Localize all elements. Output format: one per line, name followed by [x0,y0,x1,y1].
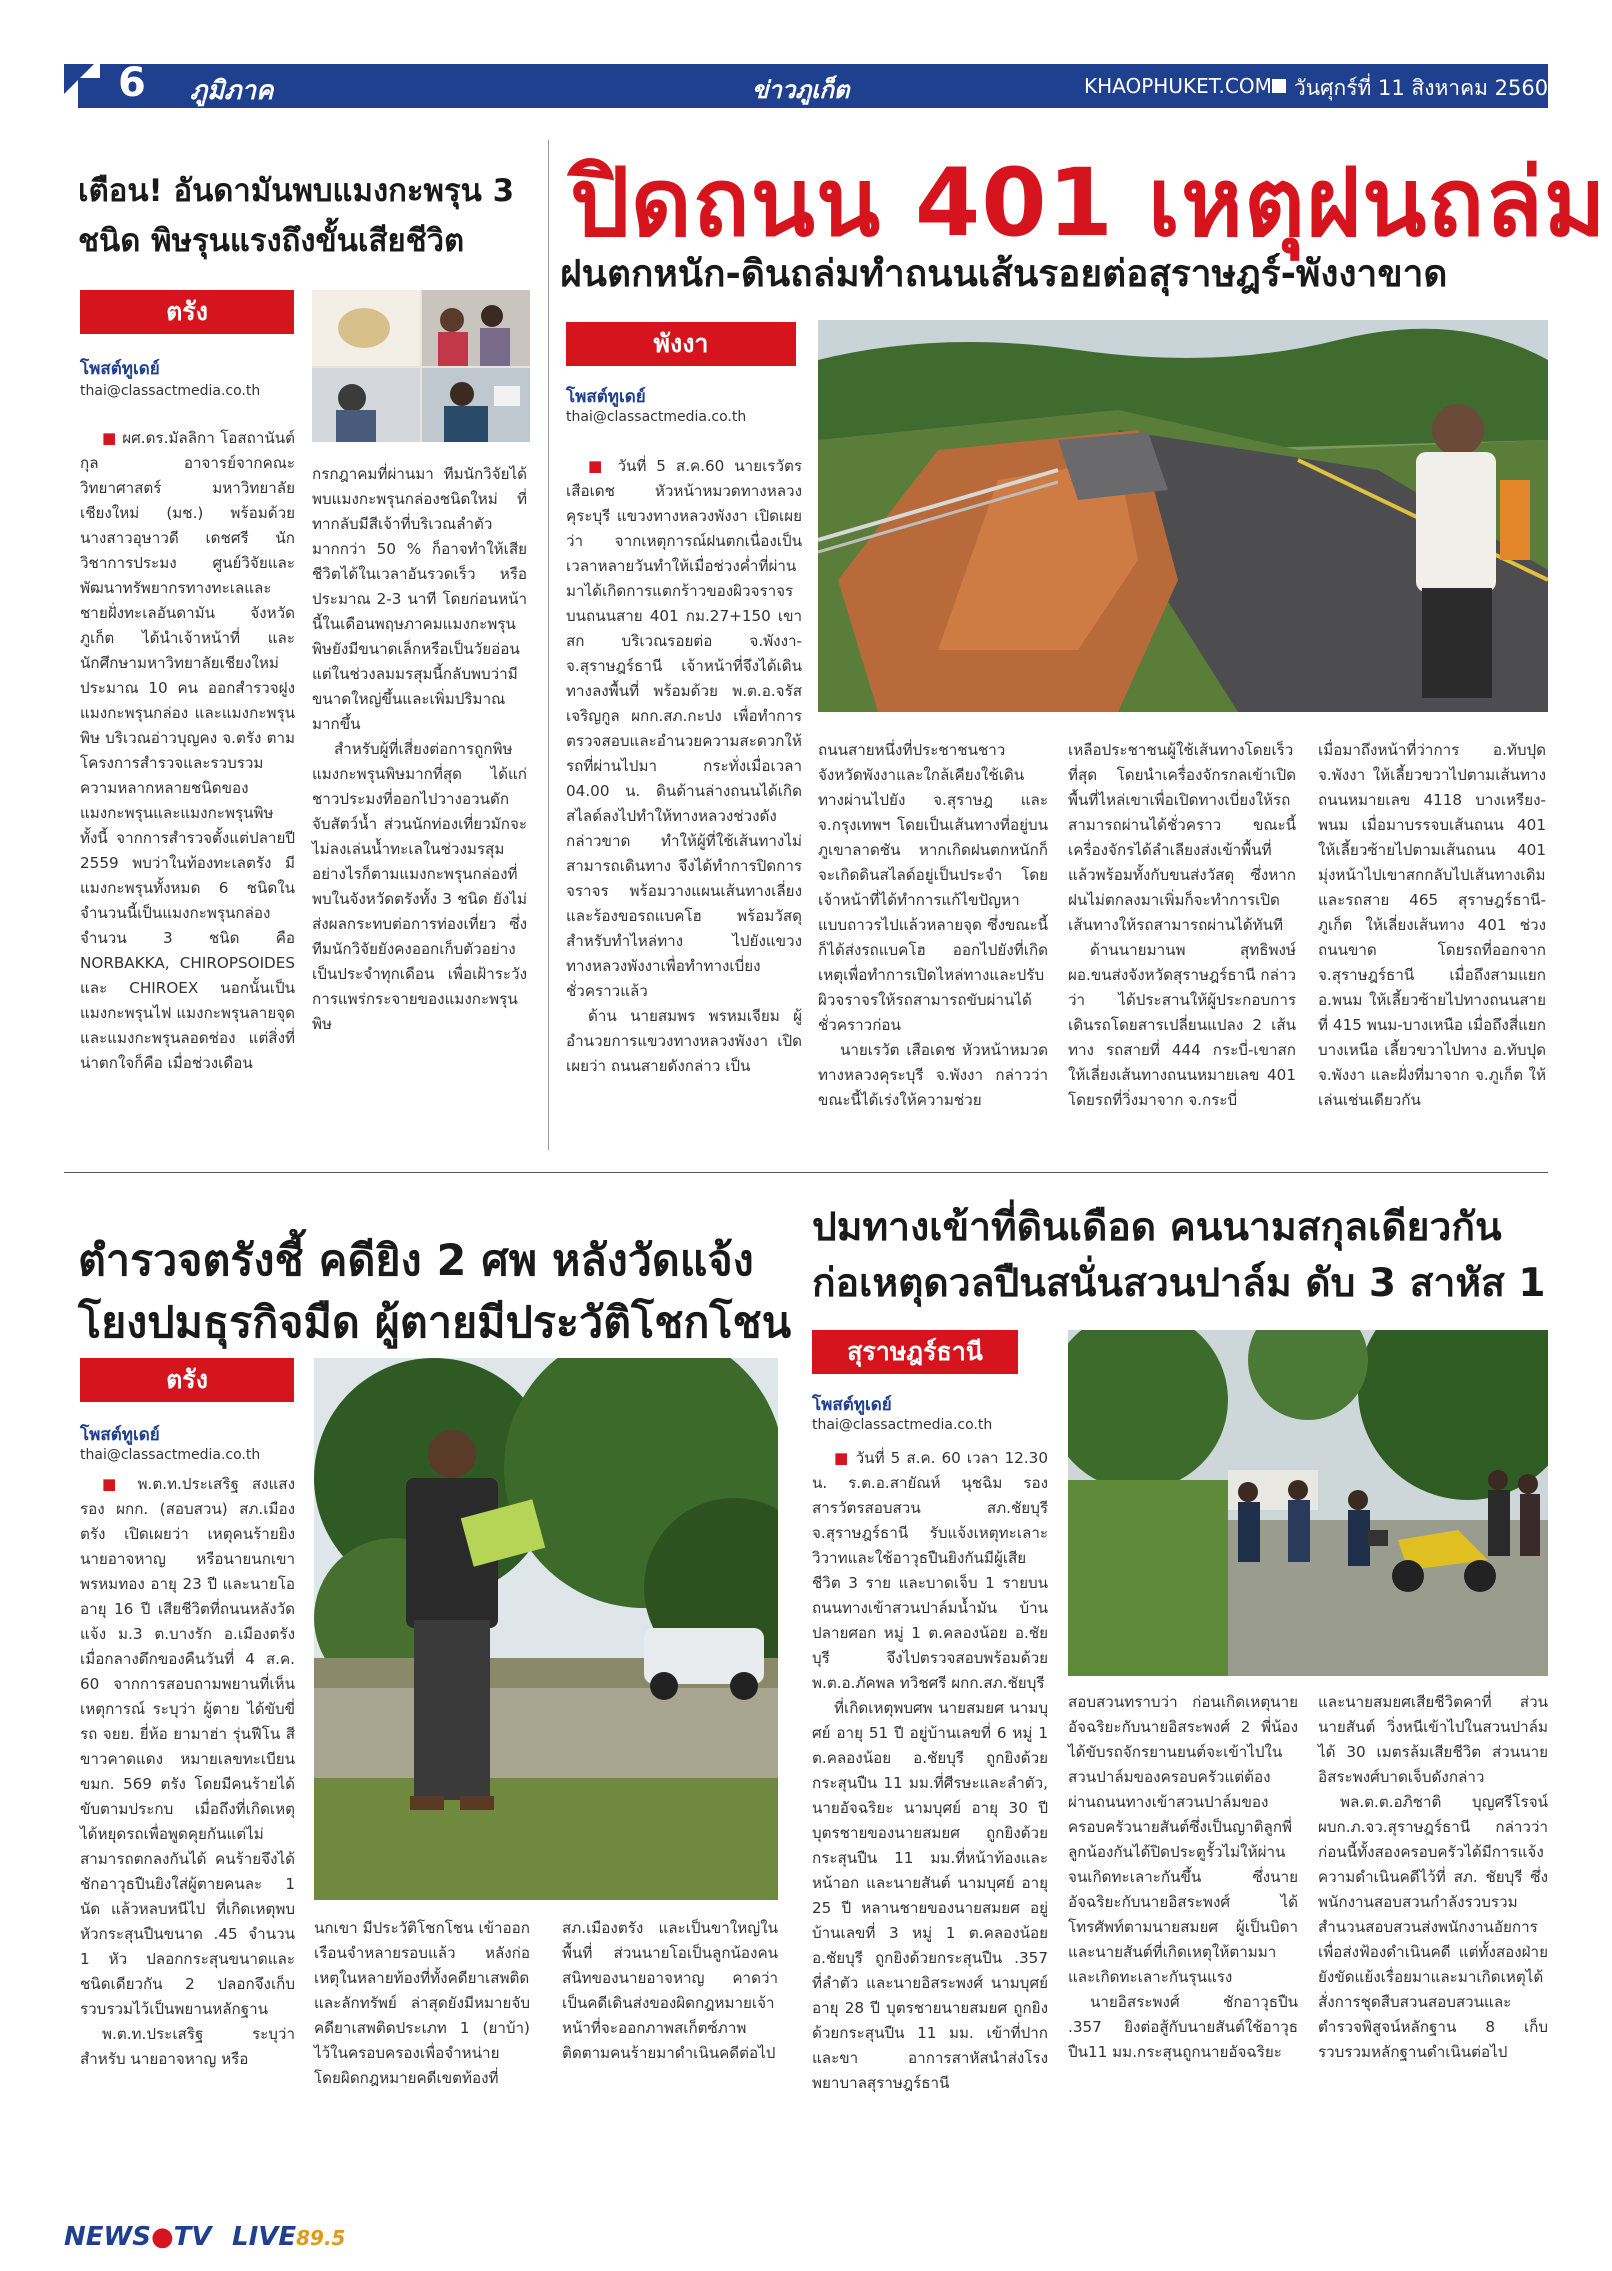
header-corner-stripe [78,78,100,108]
story2-col2 [818,738,1048,1113]
footer-news-text: NEWS [64,2222,151,2252]
bullet-square-icon: ■ [102,429,123,447]
footer-live-logo [232,2222,345,2252]
story2-location-tag: พังงา [566,322,796,366]
story3-location-tag: ตรัง [80,1358,294,1402]
column-divider [548,140,549,1150]
story1-byline: โพสต์ทูเดย์ [80,359,160,379]
story4-col1b: ที่เกิดเหตุพบศพ นายสมยศ นามบุศย์ อายุ 51 ปี อยู่บ้านเลขที่ 6 หมู่ 1 ต.คลองน้อย อ.ชัยบุรี ถูกยิงด้วยกระสุนปืน 11 มม.ที่ศีรษะและลำตัว, นายอัจฉริยะ นามบุศย์ อายุ 30 ปี บุตรชายของนายสมยศ ถูกยิงด้วยกระสุนปืน 11 มม.ที่หน้าท้องและหน้าอก และนายสันต์ นามบุศย์ อายุ 25 ปี หลานชายของนายสมยศ อยู่บ้านเลขที่ 3 หมู่ 1 ต.คลองน้อย อ.ชัยบุรี ถูกยิงด้วยกระสุนปืน .357 ที่ลำตัว และนายอิสระพงศ์ นามบุศย์ อายุ 28 ปี บุตรชายนายสมยศ ถูกยิงด้วยกระสุนปืน 11 มม. เข้าที่ปากและขา อาการสาหัสนำส่งโรงพยาบาลสุราษฎร์ธานี [812,1699,1048,2092]
site-url: KHAOPHUKET.COM [1084,74,1272,98]
story3-col3 [562,1916,778,2066]
story3-col2 [314,1916,530,2091]
story2-col2b: นายเรวัต เสือเดช หัวหน้าหมวดทางหลวงคุระบุรี จ.พังงา กล่าวว่า ขณะนี้ได้เร่งให้ความช่วย [818,1041,1048,1109]
footer-circle-icon: ● [150,2222,174,2252]
story3-col1a: พ.ต.ท.ประเสริฐ สงแสง รอง ผกก. (สอบสวน) สภ.เมืองตรัง เปิดเผยว่า เหตุคนร้ายยิงนายอาจหาญ หรือนายนกเขา พรหมทอง อายุ 23 ปี และนายโอ อายุ 16 ปี เสียชีวิตที่ถนนหลังวัดแจ้ง ม.3 ต.บางรัก อ.เมืองตรัง เมื่อกลางดึกของคืนวันที่ 4 ส.ค. 60 จากการสอบถามพยานที่เห็นเหตุการณ์ ระบุว่า ผู้ตาย ได้ขับขี่รถ จยย. ยี่ห้อ ยามาฮ่า รุ่นฟีโน สีขาวคาดแดง หมายเลขทะเบียน ขมก. 569 ตรัง โดยมีคนร้ายได้ขับตามประกบ เมื่อถึงที่เกิดเหตุได้หยุดรถเพื่อพูดคุยกันแต่ไม่สามารถตกลงกันได้ คนร้ายจึงได้ชักอาวุธปืนยิงใส่ผู้ตายคนละ 1 นัด แล้วหลบหนีไป ที่เกิดเหตุพบหัวกระสุนปืนขนาด .45 จำนวน 1 หัว ปลอกกระสุนขนาดและชนิดเดียวกัน 2 ปลอกจึงเก็บรวบรวมไว้เป็นพยานหลักฐาน [80,1475,295,2018]
story2-email: thai@classactmedia.co.th [566,409,747,425]
issue-date: วันศุกร์ที่ 11 สิงหาคม 2560 [1294,76,1549,100]
story1-col1 [80,426,295,1076]
story2-col1a: วันที่ 5 ส.ค.60 นายเรวัตร เสือเดช หัวหน้าหมวดทางหลวงคุระบุรี แขวงทางหลวงพังงา เปิดเผยว่า จากเหตุการณ์ฝนตกเนื่องเป็นเวลาหลายวันทำให้เมื่อช่วงค่ำที่ผ่านมาได้เกิดการแตกร้าวของผิวจราจรบนถนนสาย 401 กม.27+150 เขาสก บริเวณรอยต่อ จ.พังงา-จ.สุราษฎร์ธานี เจ้าหน้าที่จึงได้เดินทางลงพื้นที่ พร้อมด้วย พ.ต.อ.จรัส เจริญกูล ผกก.สภ.กะปง เพื่อทำการตรวจสอบและอำนวยความสะดวกให้รถที่ผ่านไปมา กระทั่งเมื่อเวลา 04.00 น. ดินด้านล่างถนนได้เกิดสไลด์ลงไปทำให้ทางหลวงช่วงดังกล่าวขาด ทำให้ผู้ที่ใช้เส้นทางไม่สามารถเดินทาง จึงได้ทำการปิดการจราจร พร้อมวางแผนเส้นทางเลี่ยง และร้องขอรถแบคโฮ พร้อมวัสดุสำหรับทำไหล่ทาง ไปยังแขวงทางหลวงพังงาเพื่อทำทางเบี่ยงชั่วคราวแล้ว [566,457,802,1000]
story1-col1-text: ผศ.ดร.มัลลิกา โอสถานันต์กุล อาจารย์จากคณะวิทยาศาสตร์ มหาวิทยาลัยเชียงใหม่ (มช.) พร้อมด้วยนางสาวอุษาวดี เดชศรี นักวิชาการประมง ศูนย์วิจัยและพัฒนาทรัพยากรทางทะเลและชายฝั่งทะเลอันดามัน จังหวัดภูเก็ต ได้นำเจ้าหน้าที่ และนักศึกษามหาวิทยาลัยเชียงใหม่ ประมาณ 10 คน ออกสำรวจฝูงแมงกะพรุนกล่อง และแมงกะพรุนพิษ บริเวณอ่าวบุญคง จ.ตรัง ตามโครงการสำรวจและรวบรวมความหลากหลายชนิดของแมงกะพรุนและแมงกะพรุนพิษทั้งนี้ จากการสำรวจตั้งแต่ปลายปี 2559 พบว่าในท้องทะเลตรัง มีแมงกะพรุนทั้งหมด 6 ชนิดในจำนวนนี้เป็นแมงกะพรุนกล่อง จำนวน 3 ชนิด คือ NORBAKKA, CHIROPSOIDES และ CHIROEX นอกนั้นเป็นแมงกะพรุนไฟ แมงกะพรุนลายจุด และแมงกะพรุนลอดช่อง แต่สิ่งที่น่าตกใจก็คือ เมื่อช่วงเดือน [80,429,295,1072]
story3-col1 [80,1472,295,2072]
story4-crime-scene-photo [1068,1330,1548,1676]
story2-col1b: ด้าน นายสมพร พรหมเจียม ผู้อำนวยการแขวงทางหลวงพังงา เปิดเผยว่า ถนนสายดังกล่าว เป็น [566,1007,802,1075]
story2-col2a: ถนนสายหนึ่งที่ประชาชนชาวจังหวัดพังงาและใกล้เคียงใช้เดินทางผ่านไปยัง จ.สุราษฎ และ จ.กรุงเทพฯ โดยเป็นเส้นทางที่อยู่บนภูเขาลาดชัน หากเกิดฝนตกหนักก็จะเกิดดินสไลด์อยู่เป็นประจำ โดยเจ้าหน้าที่ได้ทำการแก้ไขปัญหาแบบถาวรไปแล้วหลายจุด ซึ่งขณะนี้ก็ได้ส่งรถแบคโฮ ออกไปยังที่เกิดเหตุเพื่อทำการเปิดไหล่ทางและปรับผิวจราจรให้รถสามารถขับผ่านได้ชั่วคราวก่อน [818,741,1048,1034]
story4-email: thai@classactmedia.co.th [812,1417,993,1433]
story3-col1b: พ.ต.ท.ประเสริฐ ระบุว่า สำหรับ นายอาจหาญ หรือ [80,2025,295,2068]
story2-landslide-photo [818,320,1548,712]
story2-headline: ปิดถนน 401 เหตุฝนถล่ม [570,149,1607,258]
story1-col2 [312,462,527,1037]
story1-location-tag: ตรัง [80,290,294,334]
story4-headline: ปมทางเข้าที่ดินเดือด คนนามสกุลเดียวกัน ก่อเหตุดวลปืนสนั่นสวนปาล์ม ดับ 3 สาหัส 1 [812,1205,1546,1306]
page-number: 6 [118,60,146,106]
story1-col2b: สำหรับผู้ที่เสี่ยงต่อการถูกพิษแมงกะพรุนพิษมากที่สุด ได้แก่ ชาวประมงที่ออกไปวางอวนดักจับสัตว์น้ำ ส่วนนักท่องเที่ยวมักจะไม่ลงเล่นน้ำทะเลในช่วงมรสุม อย่างไรก็ตามแมงกะพรุนกล่องที่พบในจังหวัดตรังทั้ง 3 ชนิด ยังไม่ส่งผลกระทบต่อการท่องเที่ยว ซึ่งทีมนักวิจัยยังคงออกเก็บตัวอย่างเป็นประจำทุกเดือน เพื่อเฝ้าระวังการแพร่กระจายของแมงกะพรุนพิษ [312,740,527,1033]
story4-col3: และนายสมยศเสียชีวิตคาที่ ส่วนนายสันต์ วิ่งหนีเข้าไปในสวนปาล์มได้ 30 เมตรล้มเสียชีวิต ส่วนนายอิสระพงศ์บาดเจ็บดังกล่าว [1318,1693,1548,1786]
footer-tv-text: TV [173,2222,212,2252]
story4-byline: โพสต์ทูเดย์ [812,1395,892,1415]
bullet-square-icon: ■ [102,1475,138,1493]
story4-location-tag: สุราษฎร์ธานี [812,1330,1018,1374]
story1-headline: เตือน! อันดามันพบแมงกะพรุน 3 ชนิด พิษรุนแรงถึงขั้นเสียชีวิต [78,173,515,259]
story2-col4 [1318,738,1546,1113]
story4-col2 [1068,1690,1298,2065]
story3-col2: นกเขา มีประวัติโชกโชน เข้าออกเรือนจำหลายรอบแล้ว หลังก่อเหตุในหลายท้องที่ทั้งคดียาเสพติด และลักทรัพย์ ล่าสุดยังมีหมายจับคดียาเสพติดประเภท 1 (ยาบ้า) ไว้ในครอบครองเพื่อจำหน่าย โดยผิดกฎหมายคดีเขตท้องที่ [314,1919,530,2087]
story2-col4: เมื่อมาถึงหน้าที่ว่าการ อ.ทับปุด จ.พังงา ให้เลี้ยวขวาไปตามเส้นทางถนนหมายเลข 4118 บางเหรียง-พนม เมื่อมาบรรจบเส้นถนน 401 ให้เลี้ยวซ้ายไปตามเส้นถนน 401 มุ่งหน้าไปเขาสกกลับไปเส้นทางเดิม และรถสาย 465 สุราษฎร์ธานี-ภูเก็ต ให้เลี่ยงเส้นทาง 401 ช่วงถนนขาด โดยรถที่ออกจาก จ.สุราษฎร์ธานี เมื่อถึงสามแยก อ.พนม ให้เลี้ยวซ้ายไปทางถนนสายที่ 415 พนม-บางเหนือ เมื่อถึงสี่แยกบางเหนือ เลี้ยวขวาไปทาง อ.ทับปุด จ.พังงา และฝั่งที่มาจาก จ.ภูเก็ต ให้เล่นเช่นเดียวกัน [1318,741,1546,1109]
story2-col3a: เหลือประชาชนผู้ใช้เส้นทางโดยเร็วที่สุด โดยนำเครื่องจักรกลเข้าเปิดพื้นที่ไหล่เขาเพื่อเปิดทางเบี่ยงให้รถสามารถผ่านได้ชั่วคราว ขณะนี้เครื่องจักรได้ลำเลียงส่งเข้าพื้นที่แล้วพร้อมทั้งกับขนส่งวัสดุ ซึ่งหากฝนไม่ตกลงมาเพิ่มก็จะทำการเปิดเส้นทางให้รถสามารถผ่านได้ทันที [1068,741,1296,934]
section-divider [64,1172,1548,1173]
story2-subhead: ฝนตกหนัก-ดินถล่มทำถนนเส้นรอยต่อสุราษฎร์-พังงาขาด [560,252,1448,295]
masthead-logo: ข่าวภูเก็ต [752,76,850,104]
footer-newstv-logo [64,2222,211,2252]
footer-freq-text: 89.5 [296,2226,346,2250]
story2-byline: โพสต์ทูเดย์ [566,387,646,407]
story4-col1a: วันที่ 5 ส.ค. 60 เวลา 12.30 น. ร.ต.อ.สายัณห์ นุชฉิม รอง สารวัตรสอบสวน สภ.ชัยบุรี จ.สุราษฎร์ธานี รับแจ้งเหตุทะเลาะวิวาทและใช้อาวุธปืนยิงกันมีผู้เสียชีวิต 3 ราย และบาดเจ็บ 1 รายบนถนนทางเข้าสวนปาล์มน้ำมัน บ้านปลายศอก หมู่ 1 ต.คลองน้อย อ.ชัยบุรี จึงไปตรวจสอบพร้อมด้วย พ.ต.อ.ภัคพล ทวิชศรี ผกก.สภ.ชัยบุรี [812,1449,1048,1692]
section-title: ภูมิภาค [190,76,274,106]
story3-headline: ตำรวจตรังชี้ คดียิง 2 ศพ หลังวัดแจ้ง โยงปมธุรกิจมืด ผู้ตายมีประวัติโชกโชน [78,1236,792,1348]
footer-live-text: LIVE [232,2222,297,2252]
bullet-square-icon: ■ [588,457,618,475]
story3-police-photo [314,1358,778,1900]
story2-col1 [566,454,802,1079]
story3-col3: สภ.เมืองตรัง และเป็นขาใหญ่ในพื้นที่ ส่วนนายโอเป็นลูกน้องคนสนิทของนายอาจหาญ คาดว่าเป็นคดีเดินส่งของผิดกฎหมายเจ้าหน้าที่จะออกภาพสเก็ตซ์ภาพติดตามคนร้ายมาดำเนินคดีต่อไป [562,1919,778,2062]
story4-col2: สอบสวนทราบว่า ก่อนเกิดเหตุนายอัจฉริยะกับนายอิสระพงศ์ 2 พี่น้องได้ขับรถจักรยานยนต์จะเข้าไปในสวนปาล์มของครอบครัวแต่ต้องผ่านถนนทางเข้าสวนปาล์มของครอบครัวนายสันต์ซึ่งเป็นญาติลูกพี่ลูกน้องกันได้ปิดประตูรั้วไม่ให้ผ่านจนเกิดทะเลาะกันขึ้น ซึ่งนายอัจฉริยะกับนายอิสระพงศ์ ได้โทรศัพท์ตามนายสมยศ ผู้เป็นบิดา และนายสันต์ที่เกิดเหตุให้ตามมา และเกิดทะเลาะกันรุนแรง [1068,1693,1298,1986]
story4-col3 [1318,1690,1548,2065]
story2-col3b: ด้านนายมานพ สุทธิพงษ์ ผอ.ขนส่งจังหวัดสุราษฎร์ธานี กล่าวว่า ได้ประสานให้ผู้ประกอบการเดินรถโดยสารเปลี่ยนแปลง 2 เส้นทาง รถสายที่ 444 กระบี่-เขาสก ให้เลี่ยงเส้นทางถนนหมายเลข 401 โดยรถที่วิ่งมาจาก จ.กระบี่ [1068,941,1296,1109]
story2-col3 [1068,738,1296,1113]
separator-square [1272,79,1286,93]
story4-col3b: พล.ต.ต.อภิชาติ บุญศรีโรจน์ ผบก.ภ.จว.สุราษฎร์ธานี กล่าวว่า ก่อนนี้ทั้งสองครอบครัวได้มีการแจ้งความดำเนินคดีไว้ที่ สภ. ชัยบุรี ซึ่งพนักงานสอบสวนกำลังรวบรวมสำนวนสอบสวนส่งพนักงานอัยการเพื่อส่งฟ้องดำเนินคดี แต่ทั้งสองฝ่ายยังขัดแย้งเรื่อยมาและมาเกิดเหตุได้สั่งการชุดสืบสวนสอบสวนและตำรวจพิสูจน์หลักฐาน 8 เก็บรวบรวมหลักฐานดำเนินต่อไป [1318,1793,1548,2061]
story4-col2b: นายอิสระพงศ์ ชักอาวุธปืน .357 ยิงต่อสู้กับนายสันต์ใช้อาวุธปืน11 มม.กระสุนถูกนายอัจฉริยะ [1068,1993,1298,2061]
story1-photo [312,290,530,442]
story4-col1 [812,1446,1048,2096]
story3-byline: โพสต์ทูเดย์ [80,1425,160,1445]
story3-email: thai@classactmedia.co.th [80,1447,261,1463]
story1-col2a: กรกฎาคมที่ผ่านมา ทีมนักวิจัยได้พบแมงกะพรุนกล่องชนิดใหม่ ที่ทากลับมีสีเจ้าที่บริเวณลำตัวมากกว่า 50 % ก็อาจทำให้เสียชีวิตได้ในเวลาอันรวดเร็ว หรือประมาณ 2-3 นาที โดยก่อนหน้านี้ในเดือนพฤษภาคมแมงกะพรุนพิษยังมีขนาดเล็กหรือเป็นวัยอ่อน แต่ในช่วงลมมรสุมนี้กลับพบว่ามีขนาดใหญ่ขึ้นและเพิ่มปริมาณมากขึ้น [312,465,527,733]
bullet-square-icon: ■ [834,1449,856,1467]
story1-email: thai@classactmedia.co.th [80,383,261,399]
